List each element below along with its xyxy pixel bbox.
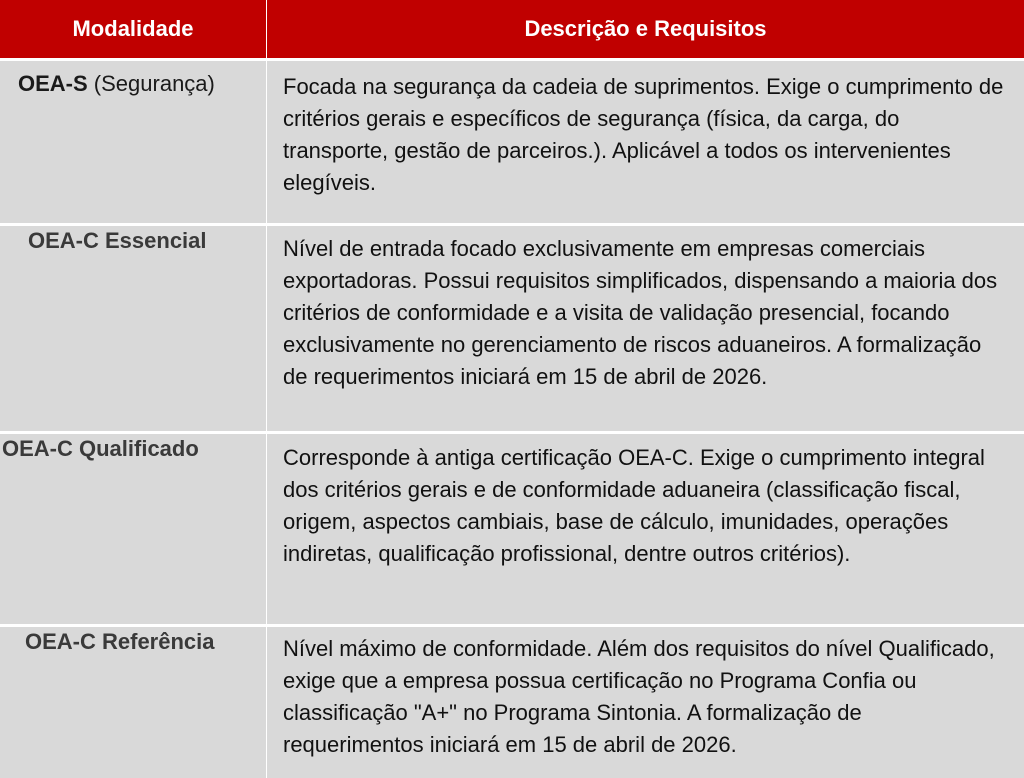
modality-description: Focada na segurança da cadeia de suprimentos. Exige o cumprimento de critérios gerais e específicos de segurança (física, da carga, do transporte, gestão de parceiros.). Aplicável a todos os intervenientes elegíveis. <box>283 74 1004 195</box>
table-row <box>0 627 1024 778</box>
modality-name <box>25 629 215 655</box>
modality-name <box>28 228 207 254</box>
description-cell <box>267 627 1024 778</box>
modality-name-bold: OEA-S <box>18 71 88 96</box>
description-cell <box>267 226 1024 431</box>
modality-description: Nível máximo de conformidade. Além dos requisitos do nível Qualificado, exige que a empresa possua certificação no Programa Confia ou classificação "A+" no Programa Sintonia. A formalização de requerimentos iniciará em 15 de abril de 2026. <box>283 636 995 757</box>
table-row <box>0 434 1024 624</box>
modality-cell <box>0 434 266 624</box>
modality-name <box>18 71 215 97</box>
table-row <box>0 61 1024 223</box>
modality-description: Corresponde à antiga certificação OEA-C. Exige o cumprimento integral dos critérios gerais e de conformidade aduaneira (classificação fiscal, origem, aspectos cambiais, base de cálculo, imunidades, operações indiretas, qualificação profissional, dentre outros critérios). <box>283 445 985 566</box>
modality-description: Nível de entrada focado exclusivamente em empresas comerciais exportadoras. Possui requisitos simplificados, dispensando a maioria dos critérios de conformidade e a visita de validação presencial, focando exclusivamente no gerenciamento de riscos aduaneiros. A formalização de requerimentos iniciará em 15 de abril de 2026. <box>283 236 998 389</box>
table-row <box>0 226 1024 431</box>
modality-name <box>2 436 199 462</box>
modality-cell <box>0 61 266 223</box>
table-header <box>0 0 1024 58</box>
header-modalidade: Modalidade <box>0 0 266 58</box>
description-cell <box>267 61 1024 223</box>
header-descricao: Descrição e Requisitos <box>267 0 1024 58</box>
modality-name-bold: OEA-C Essencial <box>28 228 207 253</box>
modality-cell <box>0 627 266 778</box>
description-cell <box>267 434 1024 624</box>
modality-name-bold: OEA-C Qualificado <box>2 436 199 461</box>
modality-cell <box>0 226 266 431</box>
modality-name-bold: OEA-C Referência <box>25 629 215 654</box>
modality-name-suffix: (Segurança) <box>87 71 215 96</box>
